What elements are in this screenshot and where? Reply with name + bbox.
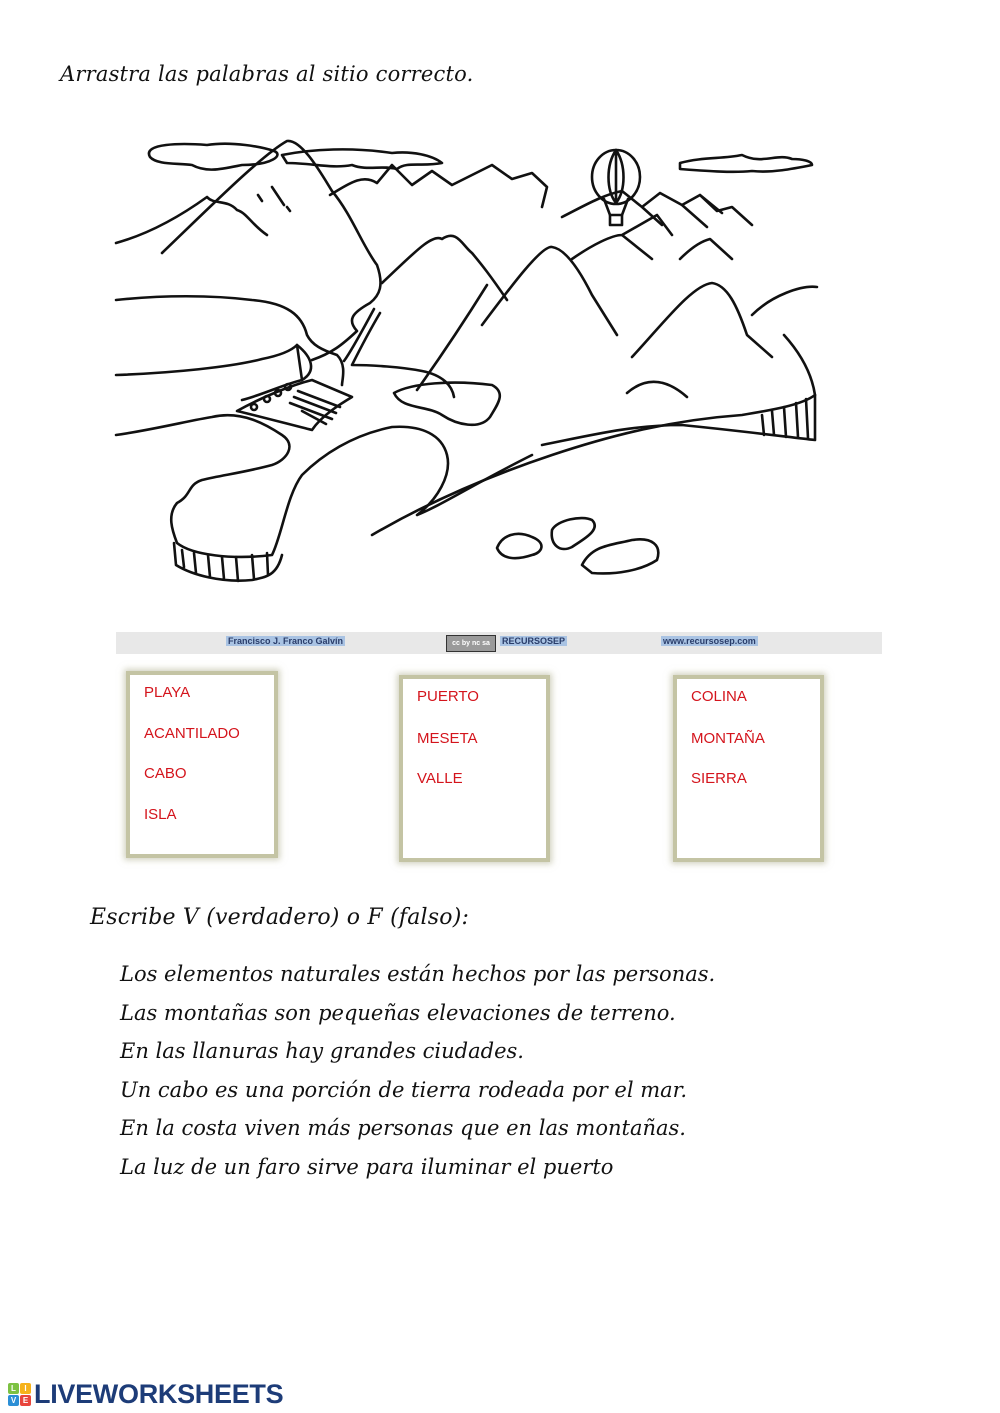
org-credit: RECURSOSEP — [502, 636, 566, 646]
word-bank-3 — [673, 675, 824, 862]
draggable-word[interactable]: MONTAÑA — [691, 730, 765, 747]
hill-icon — [627, 382, 687, 397]
island-icon — [552, 518, 595, 549]
word-bank-1 — [126, 671, 278, 858]
live-logo-icon: L I V E — [8, 1383, 31, 1406]
statement-item: La luz de un faro sirve para iluminar el puerto — [120, 1154, 614, 1179]
word-bank-2 — [399, 675, 550, 862]
draggable-word[interactable]: CABO — [144, 765, 187, 782]
statement-item: Las montañas son pequeñas elevaciones de terreno. — [120, 1000, 676, 1025]
mountain-icon — [162, 141, 381, 360]
url-credit[interactable]: www.recursosep.com — [663, 636, 756, 646]
liveworksheets-logo[interactable] — [8, 1380, 283, 1408]
true-false-instruction: Escribe V (verdadero) o F (falso): — [90, 905, 470, 930]
mountain-icon — [632, 283, 772, 357]
landscape-illustration — [112, 135, 832, 585]
island-icon — [582, 539, 658, 573]
brand-name: LIVEWORKSHEETS — [34, 1378, 284, 1409]
cc-license-icon: cc by nc sa — [446, 635, 496, 652]
draggable-word[interactable]: ACANTILADO — [144, 725, 240, 742]
author-credit: Francisco J. Franco Galvín — [228, 636, 344, 646]
draggable-word[interactable]: PUERTO — [417, 688, 479, 705]
statement-item: Los elementos naturales están hechos por las personas. — [120, 962, 716, 986]
statement-list — [120, 955, 715, 1186]
credits-bar — [116, 632, 882, 654]
draggable-word[interactable]: MESETA — [417, 730, 478, 747]
draggable-word[interactable]: VALLE — [417, 770, 463, 787]
cloud-icon — [149, 144, 277, 170]
draggable-word[interactable]: PLAYA — [144, 684, 191, 701]
cloud-icon — [680, 155, 812, 172]
island-icon — [497, 534, 541, 558]
draggable-word[interactable]: COLINA — [691, 688, 747, 705]
statement-item: En las llanuras hay grandes ciudades. — [120, 1039, 524, 1063]
drag-instruction: Arrastra las palabras al sitio correcto. — [60, 62, 474, 86]
statement-item: Un cabo es una porción de tierra rodeada por el mar. — [120, 1077, 688, 1102]
hot-air-balloon-icon — [592, 150, 640, 225]
draggable-word[interactable]: ISLA — [144, 806, 177, 823]
draggable-word[interactable]: SIERRA — [691, 770, 747, 787]
statement-item: En la costa viven más personas que en las montañas. — [120, 1116, 686, 1140]
